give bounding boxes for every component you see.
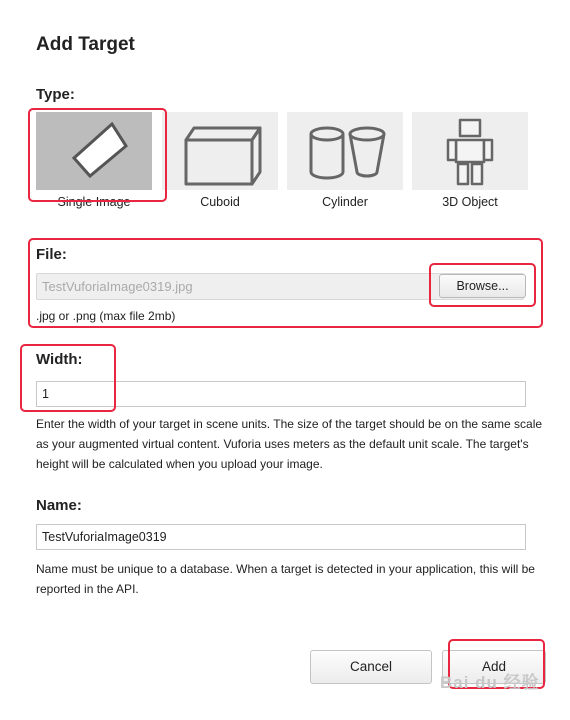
width-input[interactable]: 1 xyxy=(36,381,526,407)
name-help-text: Name must be unique to a database. When a target is detected in your application, this will be reported in the API. xyxy=(36,562,535,596)
type-label: Type: xyxy=(36,86,75,103)
type-option-single-image[interactable] xyxy=(36,112,152,190)
cuboid-icon xyxy=(162,112,278,190)
single-image-icon xyxy=(36,112,152,190)
browse-button[interactable]: Browse... xyxy=(439,274,526,298)
cancel-button[interactable]: Cancel xyxy=(310,650,432,684)
type-option-cylinder[interactable] xyxy=(287,112,403,190)
width-label: Width: xyxy=(36,351,83,368)
3d-object-icon xyxy=(412,112,528,190)
file-label: File: xyxy=(36,246,67,263)
add-button[interactable]: Add xyxy=(442,650,546,684)
type-option-cuboid[interactable] xyxy=(162,112,278,190)
file-hint: .jpg or .png (max file 2mb) xyxy=(36,309,176,323)
type-option-label: Single Image xyxy=(57,195,131,209)
type-option-label: Cuboid xyxy=(200,195,240,209)
name-label: Name: xyxy=(36,497,82,514)
file-path-field[interactable]: TestVuforiaImage0319.jpg xyxy=(36,273,524,300)
type-option-label: Cylinder xyxy=(322,195,368,209)
name-input[interactable]: TestVuforiaImage0319 xyxy=(36,524,526,550)
type-option-3d-object[interactable] xyxy=(412,112,528,190)
cylinder-icon xyxy=(287,112,403,190)
width-help-text: Enter the width of your target in scene units. The size of the target should be on the same scale as your augmented virtual content. Vuforia uses meters as the default unit scale. The target's height will be calculated when you upload your image. xyxy=(36,417,543,471)
dialog-title: Add Target xyxy=(36,34,135,55)
type-option-label: 3D Object xyxy=(442,195,498,209)
watermark: Bai du 经验 xyxy=(440,673,540,692)
